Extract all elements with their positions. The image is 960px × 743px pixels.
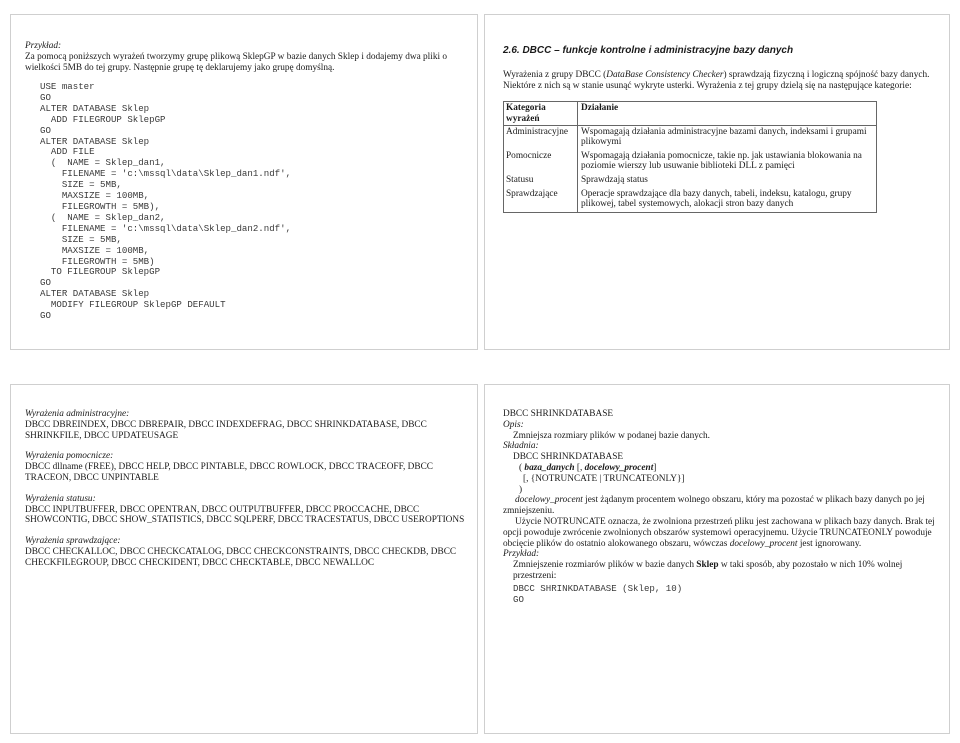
syntax-line-1: DBCC SHRINKDATABASE <box>513 452 624 463</box>
table-header-row <box>504 102 876 126</box>
param-name: docelowy_procent <box>729 538 798 549</box>
param-desc-text: jest żądanym procentem wolnego obszaru, który ma pozostać w plikach bazy danych po jej zmniejszeniu. <box>503 495 925 517</box>
group-label: Wyrażenia sprawdzające: <box>25 536 121 547</box>
dbcc-groups <box>25 409 465 579</box>
syntax-label: Składnia: <box>503 441 539 452</box>
category-cell: Sprawdzające <box>504 188 578 212</box>
intro-part-a: Wyrażenia z grupy DBCC ( <box>503 70 607 80</box>
category-cell: Pomocnicze <box>504 150 578 174</box>
category-cell: Administracyjne <box>504 126 578 150</box>
example-label: Przykład: <box>503 549 540 560</box>
group-label: Wyrażenia administracyjne: <box>25 409 130 419</box>
group-status <box>25 494 465 526</box>
example-text-a: Zmniejszenie rozmiarów plików w bazie danych <box>513 560 697 571</box>
action-cell: Wspomagają działania pomocnicze, takie np. jak ustawiania blokowania na poziomie wierszy lub usuwanie biblioteki DLL z pamięci <box>581 150 862 172</box>
group-checking <box>25 536 465 568</box>
shrinkdatabase-doc <box>503 409 935 606</box>
example-label: Przykład: <box>25 41 62 51</box>
group-commands: DBCC DBREINDEX, DBCC DBREPAIR, DBCC INDEXDEFRAG, DBCC SHRINKDATABASE, DBCC SHRINKFILE, DBCC UPDATEUSAGE <box>25 419 427 441</box>
group-commands: DBCC CHECKALLOC, DBCC CHECKCATALOG, DBCC CHECKCONSTRAINTS, DBCC CHECKDB, DBCC CHECKFILEGROUP, DBCC CHECKIDENT, DBCC CHECKTABLE, DBCC NEWALLOC <box>25 546 457 568</box>
table-row <box>504 126 876 150</box>
example-text-b: w taki sposób, aby pozostało w nich 10% wolnej przestrzeni: <box>513 560 903 581</box>
intro-italic: DataBase Consistency Checker <box>606 70 724 80</box>
param-description <box>503 495 935 517</box>
options-description <box>503 517 935 549</box>
syntax-token: ( <box>519 462 525 473</box>
group-label: Wyrażenia pomocnicze: <box>25 451 114 462</box>
slide-bottom-left <box>10 384 478 734</box>
slide-top-left <box>10 14 478 350</box>
syntax-line-3: [, {NOTRUNCATE | TRUNCATEONLY}] <box>523 473 685 484</box>
category-cell: Statusu <box>504 174 578 188</box>
options-text-b: jest ignorowany. <box>797 538 862 549</box>
group-commands: DBCC dllname (FREE), DBCC HELP, DBCC PINTABLE, DBCC ROWLOCK, DBCC TRACEOFF, DBCC TRACEON, DBCC UNPINTABLE <box>25 462 433 483</box>
table-row <box>504 188 876 212</box>
intro-part-b: ) sprawdzają fizyczną i logiczną spójność bazy danych. Niektóre z nich są w stanie usunąć wykryte usterki. Wyrażenia z tej grupy dzielą się na następujące kategorie: <box>503 70 930 91</box>
example-text <box>503 560 935 582</box>
section-title: 2.6. DBCC – funkcje kontrolne i administracyjne bazy danych <box>503 45 794 56</box>
example-text: Za pomocą poniższych wyrażeń tworzymy grupę plikową SklepGP w bazie danych Sklep i dodajemy dwa pliki o wielkości 5MB do tej grupy. Następnie grupę tę deklarujemy jako grupę domyślną. <box>25 51 448 73</box>
header-action: Działanie <box>578 102 876 126</box>
syntax-line-2 <box>503 463 935 474</box>
header-category: Kategoria wyrażeń <box>504 102 578 126</box>
action-cell: Operacje sprawdzające dla bazy danych, tabeli, indeksu, katalogu, grupy plikowej, tabel systemowych, alokacji stron bazy danych <box>581 188 852 210</box>
syntax-token: [, <box>574 462 585 473</box>
action-cell: Sprawdzają status <box>581 174 648 185</box>
options-text-a: Użycie NOTRUNCATE oznacza, że zwolniona przestrzeń pliku jest zachowana w plikach bazy danych. Brak tej opcji powoduje zwrócenie zwolnionych obszarów systemowi operacyjnemu. Użycie TRUNCATEONLY powoduje obcięcie plików do ostatnio alokowanego obszaru, wówczas <box>503 516 935 549</box>
example-db-name: Sklep <box>696 560 719 571</box>
table-row <box>504 174 876 188</box>
example-intro <box>25 41 475 73</box>
slide-bottom-right <box>484 384 950 734</box>
group-commands: DBCC INPUTBUFFER, DBCC OPENTRAN, DBCC OUTPUTBUFFER, DBCC PROCCACHE, DBCC SHOWCONTIG, DBCC SHOW_STATISTICS, DBCC SQLPERF, DBCC TRACESTATUS, DBCC USEROPTIONS <box>25 504 465 526</box>
syntax-pct-param: docelowy_procent <box>584 462 654 473</box>
syntax-token: ] <box>653 462 657 473</box>
syntax-line-4: ) <box>519 484 523 495</box>
action-cell: Wspomagają działania administracyjne bazami danych, indeksami i grupami plikowymi <box>581 126 867 148</box>
syntax-db-param: baza_danych <box>524 462 575 473</box>
slide-top-right <box>484 14 950 350</box>
example-code: DBCC SHRINKDATABASE (Sklep, 10) GO <box>513 582 683 605</box>
table-row <box>504 150 876 174</box>
group-auxiliary <box>25 451 465 483</box>
category-table <box>503 101 877 213</box>
opis-label: Opis: <box>503 419 524 430</box>
opis-text: Zmniejsza rozmiary plików w podanej bazie danych. <box>513 430 710 441</box>
group-administrative <box>25 409 465 441</box>
param-name: docelowy_procent <box>515 495 583 506</box>
group-label: Wyrażenia statusu: <box>25 493 96 504</box>
command-heading: DBCC SHRINKDATABASE <box>503 409 614 419</box>
dbcc-intro <box>503 70 943 92</box>
sql-code-block: USE master GO ALTER DATABASE Sklep ADD FILEGROUP SklepGP GO ALTER DATABASE Sklep ADD FILE ( NAME = Sklep_dan1, FILENAME = 'c:\mssql\data\Sklep_dan1.ndf', SIZE = 5MB, MAXSIZE = 100MB, FILEGROWTH = 5MB), ( NAME = Sklep_dan2, FILENAME = 'c:\mssql\data\Sklep_dan2.ndf', SIZE = 5MB, MAXSIZE = 100MB, FILEGROWTH = 5MB) TO FILEGROUP SklepGP GO ALTER DATABASE Sklep MODIFY FILEGROUP SklepGP DEFAULT GO <box>40 81 292 322</box>
